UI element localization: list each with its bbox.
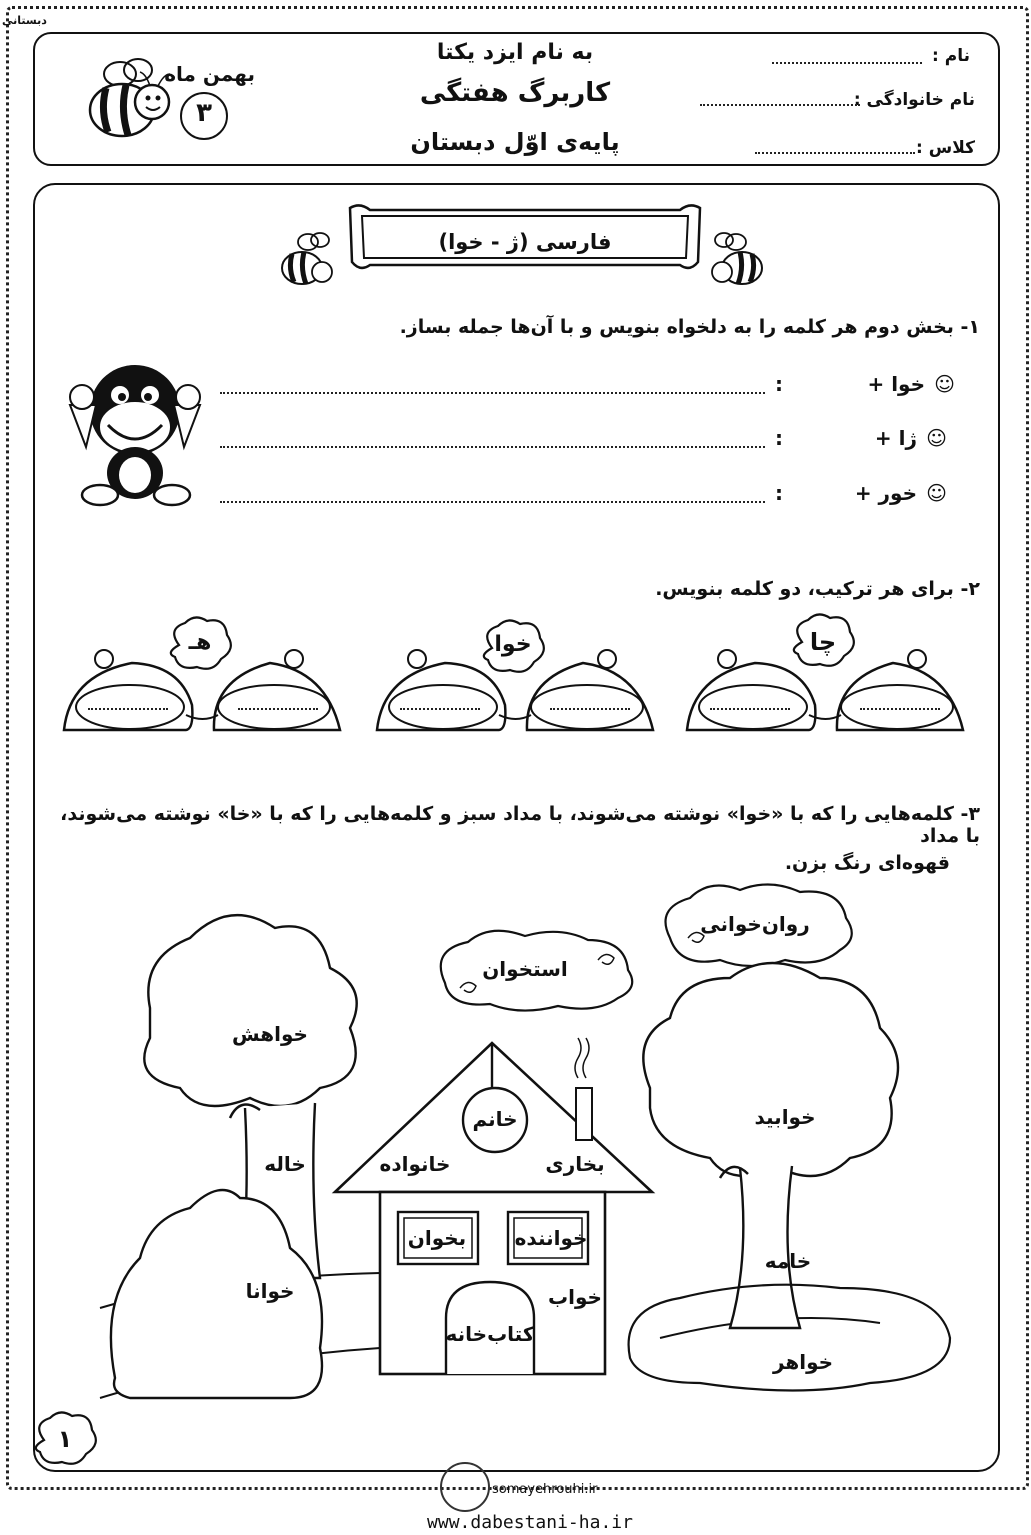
q2-answer-2a[interactable] [550,708,630,710]
q1-row-1 [215,372,955,402]
q1-answer-2[interactable] [220,446,765,448]
page-number: ۱ [57,1425,73,1453]
header-line-3: پایه‌ی اوّل دبستان [410,128,620,156]
q2-answer-1b[interactable] [710,708,790,710]
q1-prefix-3: خور + [854,481,917,505]
q3-instruction-line1: ۳- کلمه‌هایی را که با «خوا» نوشته می‌شوند، با مداد سبز و کلمه‌هایی را که با «خا» نوشته می‌شوند، با مداد [60,803,980,847]
name-field[interactable] [772,62,922,64]
watermark: www.dabestani-ha.ir [427,1512,633,1533]
flower-3-text: هـ [188,630,212,655]
flower-1-text: چا [809,628,837,656]
word-cloud-center[interactable]: استخوان [482,957,568,981]
monkey-icon [60,355,210,510]
word-tree-right-top[interactable]: خوابید [754,1105,816,1129]
q1-colon-3: : [775,481,783,505]
header-line-1: به نام ایزد یکتا [436,40,594,65]
word-window-right[interactable]: خواننده [514,1226,588,1250]
header-line-2: کاربرگ هفتگی [419,78,611,108]
footer-site: somayehrouhi.ir [492,1482,598,1497]
family-label: نام خانوادگی : [853,90,975,110]
family-field[interactable] [700,104,860,106]
smiley-icon: ☺ [926,426,947,450]
word-roof-left[interactable]: خانواده [379,1152,451,1176]
q1-prefix-2: ژا + [874,426,917,450]
word-tree-left-top[interactable]: خواهش [232,1022,308,1046]
word-roof-circle[interactable]: خانم [472,1107,518,1131]
q2-answer-1a[interactable] [860,708,940,710]
q1-row-3 [215,481,955,511]
word-door[interactable]: کتاب‌خانه [445,1322,535,1346]
word-beside-door[interactable]: خواب [548,1285,602,1309]
word-roof-right[interactable]: بخاری [545,1152,605,1176]
q1-prefix-1: خوا + [867,372,925,396]
q2-answer-3a[interactable] [238,708,318,710]
q3-instruction-line2: قهوه‌ای رنگ بزن. [784,852,950,874]
q1-row-2 [215,426,955,456]
week-number: ۳ [196,98,212,128]
smiley-icon: ☺ [934,372,955,396]
class-label: کلاس : [916,138,975,158]
q1-colon-1: : [775,372,783,396]
word-bush[interactable]: خوانا [245,1279,295,1303]
class-field[interactable] [755,152,915,154]
word-tree-left-trunk[interactable]: خاله [264,1152,306,1176]
smiley-icon: ☺ [926,481,947,505]
flower-2-text: خوا [494,632,532,657]
q2-answer-2b[interactable] [400,708,480,710]
bee-right-icon [706,228,768,290]
month-label: بهمن ماه [164,62,255,86]
q2-answer-3b[interactable] [88,708,168,710]
q1-colon-2: : [775,426,783,450]
bee-left-icon [276,228,336,290]
footer-logo-icon [440,1462,490,1512]
q1-answer-3[interactable] [220,501,765,503]
word-ground-right[interactable]: خواهر [772,1350,834,1374]
word-tree-right-trunk[interactable]: خامه [764,1249,812,1273]
corner-logo: دبستانی [2,14,47,27]
q2-instruction: ۲- برای هر ترکیب، دو کلمه بنویس. [655,578,980,600]
name-label: نام : [932,46,970,66]
word-cloud-right[interactable]: روان‌خوانی [700,912,810,936]
q1-instruction: ۱- بخش دوم هر کلمه را به دلخواه بنویس و با آن‌ها جمله بساز. [399,316,980,338]
section-title: فارسی (ژ - خوا) [438,230,612,254]
word-window-left[interactable]: بخوان [407,1226,467,1250]
q1-answer-1[interactable] [220,392,765,394]
